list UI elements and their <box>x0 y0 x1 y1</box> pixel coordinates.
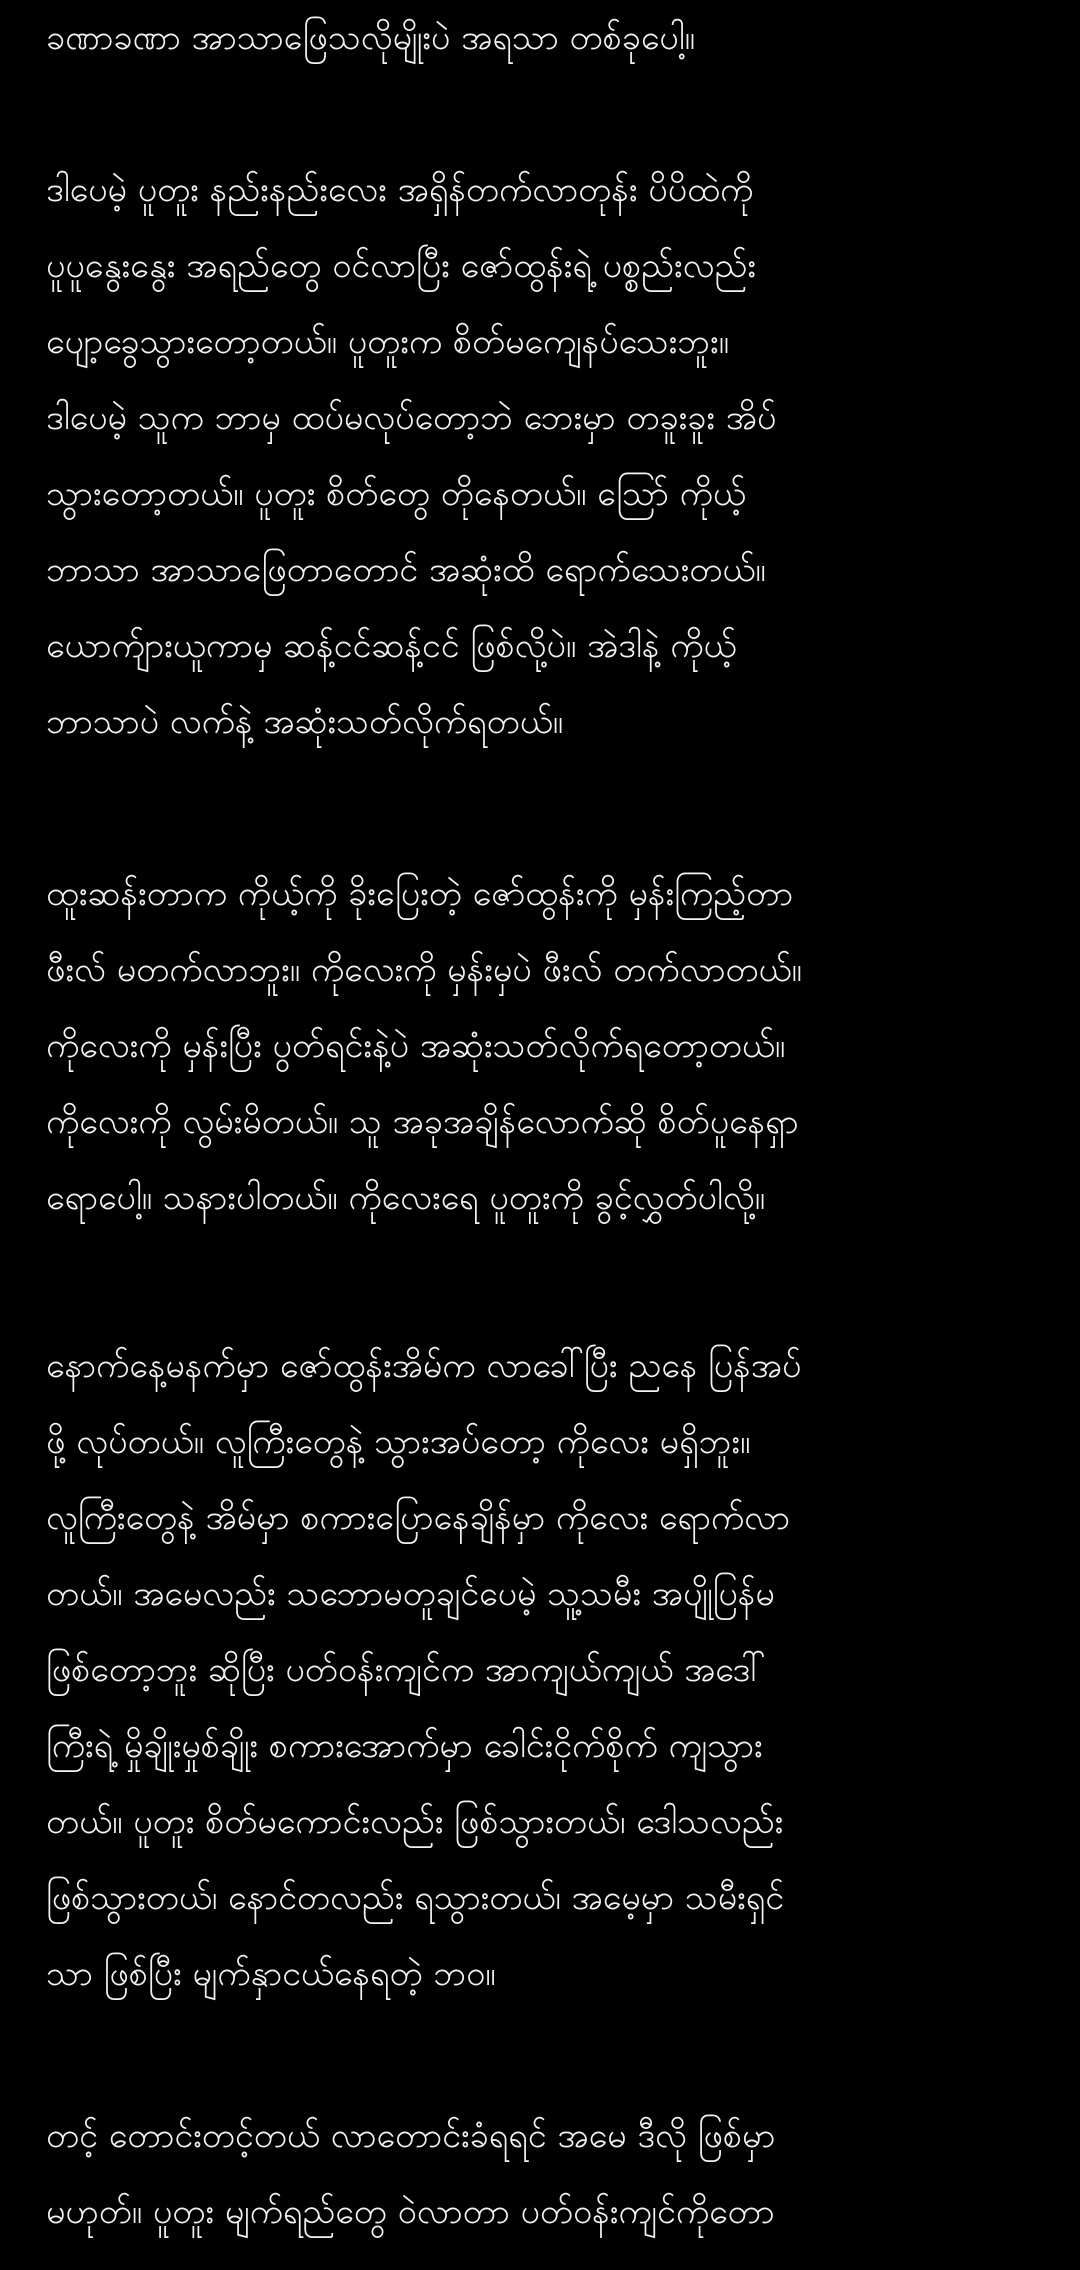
text-line: သာ ဖြစ်ပြီး မျက်နှာငယ်နေရတဲ့ ဘဝ။ <box>46 1954 496 1994</box>
text-line: ကိုလေးကို မှန်းပြီး ပွတ်ရင်းနဲ့ပဲ အဆုံးသတ်လိုက်ရတော့တယ်။ <box>46 1026 786 1066</box>
text-line: ဘာသာ အာသာဖြေတာတောင် အဆုံးထိ ရောက်သေးတယ်။ <box>46 550 766 590</box>
text-line: ဖြစ်သွားတယ်၊ နောင်တလည်း ရသွားတယ်၊ အမေ့မှာ သမီးရှင် <box>46 1878 785 1918</box>
text-line: ခဏာခဏာ အာသာဖြေသလိုမျိုးပဲ အရသာ တစ်ခုပေါ့။ <box>46 18 695 58</box>
text-line: ထူးဆန်းတာက ကိုယ့်ကို ခိုးပြေးတဲ့ ဇော်ထွန်းကို မှန်းကြည့်တာ <box>46 874 794 914</box>
text-line: ဒါပေမဲ့ သူက ဘာမှ ထပ်မလုပ်တော့ဘဲ ဘေးမှာ တခူးခူး အိပ် <box>46 398 777 438</box>
text-line: တင့် တောင်းတင့်တယ် လာတောင်းခံရရင် အမေ ဒီလို ဖြစ်မှာ <box>46 2116 776 2156</box>
text-line: လူကြီးတွေနဲ့ အိမ်မှာ စကားပြောနေချိန်မှာ ကိုလေး ရောက်လာ <box>46 1498 791 1538</box>
text-line: ဖြစ်တော့ဘူး ဆိုပြီး ပတ်ဝန်းကျင်က အာကျယ်ကျယ် အဒေါ် <box>46 1650 766 1690</box>
text-line: ယောက်ျားယူကာမှ ဆန့်ငင်ဆန့်ငင် ဖြစ်လို့ပဲ။ အဲဒါနဲ့ ကိုယ့် <box>46 626 737 666</box>
text-line: ကိုလေးကို လွမ်းမိတယ်။ သူ အခုအချိန်လောက်ဆို စိတ်ပူနေရှာ <box>46 1102 799 1142</box>
text-line: ဘာသာပဲ လက်နဲ့ အဆုံးသတ်လိုက်ရတယ်။ <box>46 702 564 742</box>
text-line: ဒါပေမဲ့ ပူတူး နည်းနည်းလေး အရှိန်တက်လာတုန်း ပိပိထဲကို <box>46 170 754 210</box>
text-line: ပျော့ခွေသွားတော့တယ်။ ပူတူးက စိတ်မကျေနပ်သေးဘူး။ <box>46 322 729 362</box>
text-line: မဟုတ်။ ပူတူး မျက်ရည်တွေ ဝဲလာတာ ပတ်ဝန်းကျင်ကိုတော <box>46 2192 775 2232</box>
text-line: ဖို့ လုပ်တယ်။ လူကြီးတွေနဲ့ သွားအပ်တော့ ကိုလေး မရှိဘူး။ <box>46 1422 751 1462</box>
text-line: ပူပူနွေးနွေး အရည်တွေ ဝင်လာပြီး ဇော်ထွန်းရဲ့ ပစ္စည်းလည်း <box>46 246 757 286</box>
text-line: ရောပေါ့။ သနားပါတယ်။ ကိုလေးရေ ပူတူးကို ခွင့်လွှတ်ပါလို့။ <box>46 1178 765 1218</box>
text-line: သွားတော့တယ်။ ပူတူး စိတ်တွေ တိုနေတယ်။ သြော် ကိုယ့် <box>46 474 746 514</box>
text-line: တယ်။ အမေလည်း သဘောမတူချင်ပေမဲ့ သူ့သမီး အပျိုပြန်မ <box>46 1574 775 1614</box>
text-line: ဖီးလ် မတက်လာဘူး။ ကိုလေးကို မှန်းမှပဲ ဖီးလ် တက်လာတယ်။ <box>46 950 802 990</box>
text-line: ကြီးရဲ့ မှိုချိုးမှုစ်ချိုး စကားအောက်မှာ ခေါင်းငိုက်စိုက် ကျသွား <box>46 1726 763 1766</box>
text-line: တယ်။ ပူတူး စိတ်မကောင်းလည်း ဖြစ်သွားတယ်၊ ဒေါသလည်း <box>46 1802 784 1842</box>
text-line: နောက်နေ့မနက်မှာ ဇော်ထွန်းအိမ်က လာခေါ်ပြီး ညနေ ပြန်အပ် <box>46 1346 802 1386</box>
